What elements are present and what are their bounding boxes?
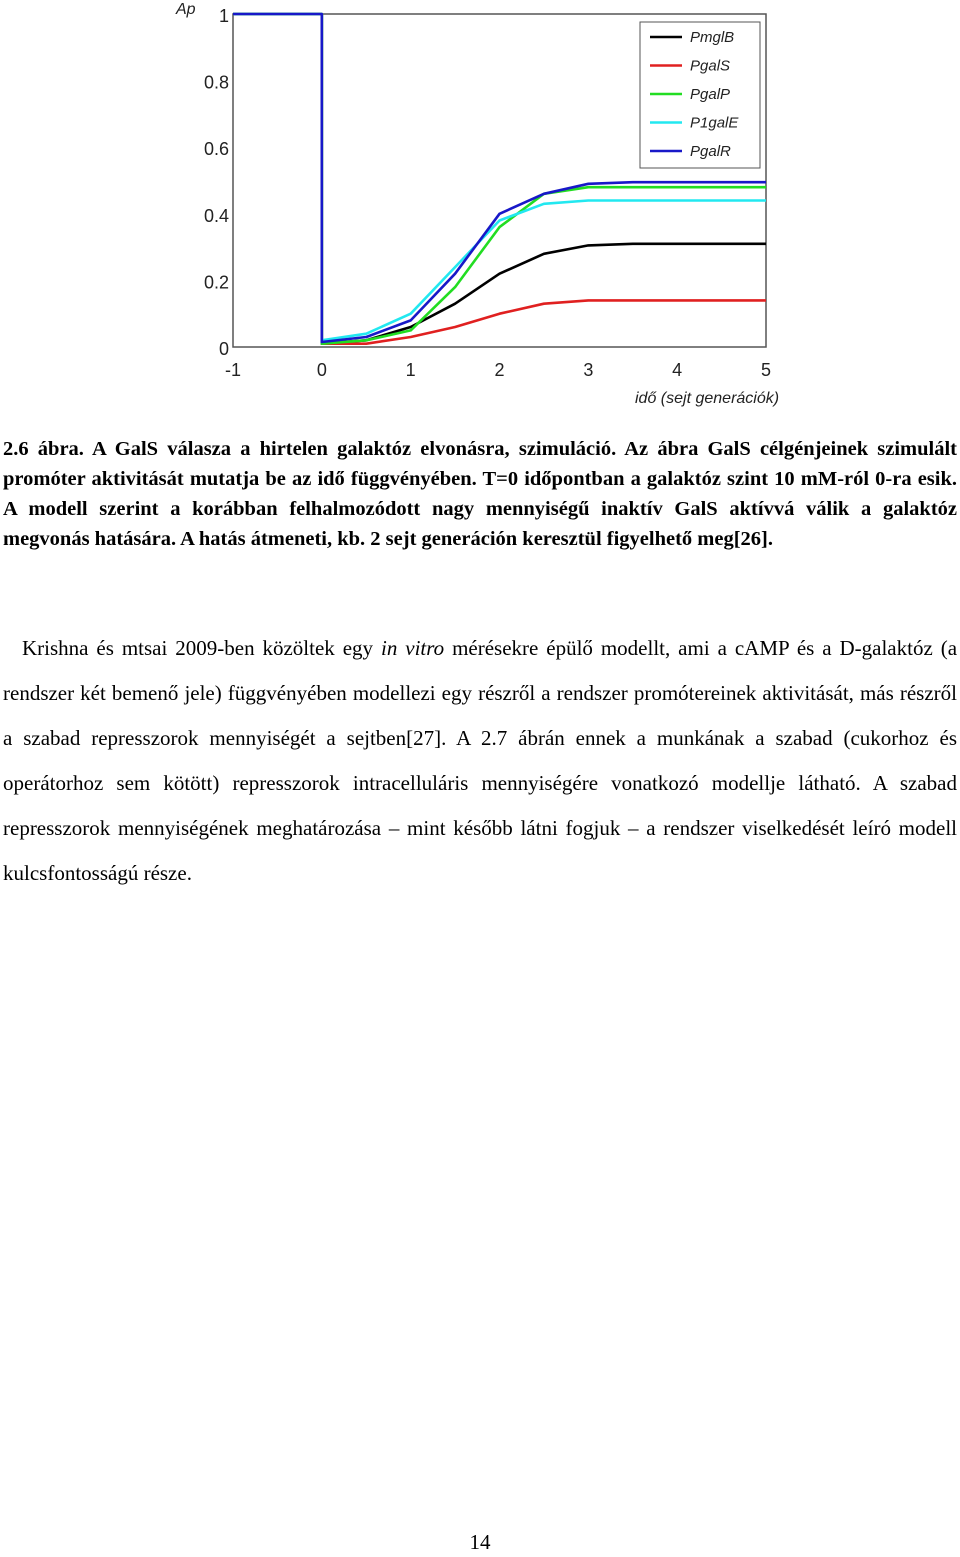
figure-caption: 2.6 ábra. A GalS válasza a hirtelen galaktóz elvonásra, szimuláció. Az ábra GalS célgénjeinek szimulált promóter aktivitását mutatja be az idő függvényében. T=0 időpontban a galaktóz szint 10 mM-ról 0-ra esik. A modell szerint a korábban felhalmozódott nagy mennyiségű inaktív GalS aktívvá válik a galaktóz megvonás hatására. A hatás átmeneti, kb. 2 sejt generáción keresztül figyelhető meg[26].: [3, 438, 957, 550]
y-tick-label: 0.4: [203, 205, 229, 226]
x-tick-label: 3: [583, 360, 594, 380]
legend-label-P1galE: P1galE: [690, 114, 739, 132]
legend: [640, 22, 760, 168]
y-tick-label: 0.6: [203, 139, 229, 160]
y-tick-label: 0.8: [203, 72, 229, 93]
x-tick-label: 5: [760, 360, 772, 380]
x-tick-label: 4: [672, 360, 683, 380]
legend-label-PmglB: PmglB: [690, 29, 735, 46]
legend-label-PgalR: PgalR: [690, 143, 731, 160]
x-tick-label: 1: [405, 360, 416, 380]
body-paragraph: [3, 626, 957, 896]
page-number: 14: [469, 1530, 491, 1554]
promoter-activity-chart: [0, 0, 960, 412]
body-text-part1: Krishna és mtsai 2009-ben közöltek egy: [22, 636, 381, 660]
legend-label-PgalS: PgalS: [690, 57, 731, 75]
y-tick-label: 0: [218, 339, 229, 359]
body-text-italic: in vitro: [380, 636, 445, 660]
body-text-part2: mérésekre épülő modellt, ami a cAMP és a D-galaktóz (a rendszer két bemenő jele) függvényében modellezi egy részről a rendszer promótereinek aktivitását, más részről a szabad represszorok mennyiségét a sejtben[27]. A 2.7 ábrán ennek a munkának a szabad (cukorhoz és operátorhoz sem kötött) represszorok intracelluláris mennyiségére vonatkozó modellje látható. A szabad represszorok mennyiségének meghatározása – mint később látni fogjuk – a rendszer viselkedését leíró modell kulcsfontosságú része.: [3, 636, 958, 885]
x-tick-label: 0: [316, 360, 327, 380]
legend-label-PgalP: PgalP: [690, 86, 731, 103]
x-axis-ticks: [225, 360, 771, 380]
x-tick-label: 2: [494, 360, 505, 380]
y-axis-ticks: [204, 6, 229, 359]
x-axis-label: idő (sejt generációk): [635, 390, 780, 407]
y-tick-label: 1: [218, 6, 229, 26]
y-tick-label: 0.2: [203, 272, 229, 293]
x-tick-label: -1: [224, 360, 242, 380]
y-axis-label: Ap: [176, 1, 196, 18]
